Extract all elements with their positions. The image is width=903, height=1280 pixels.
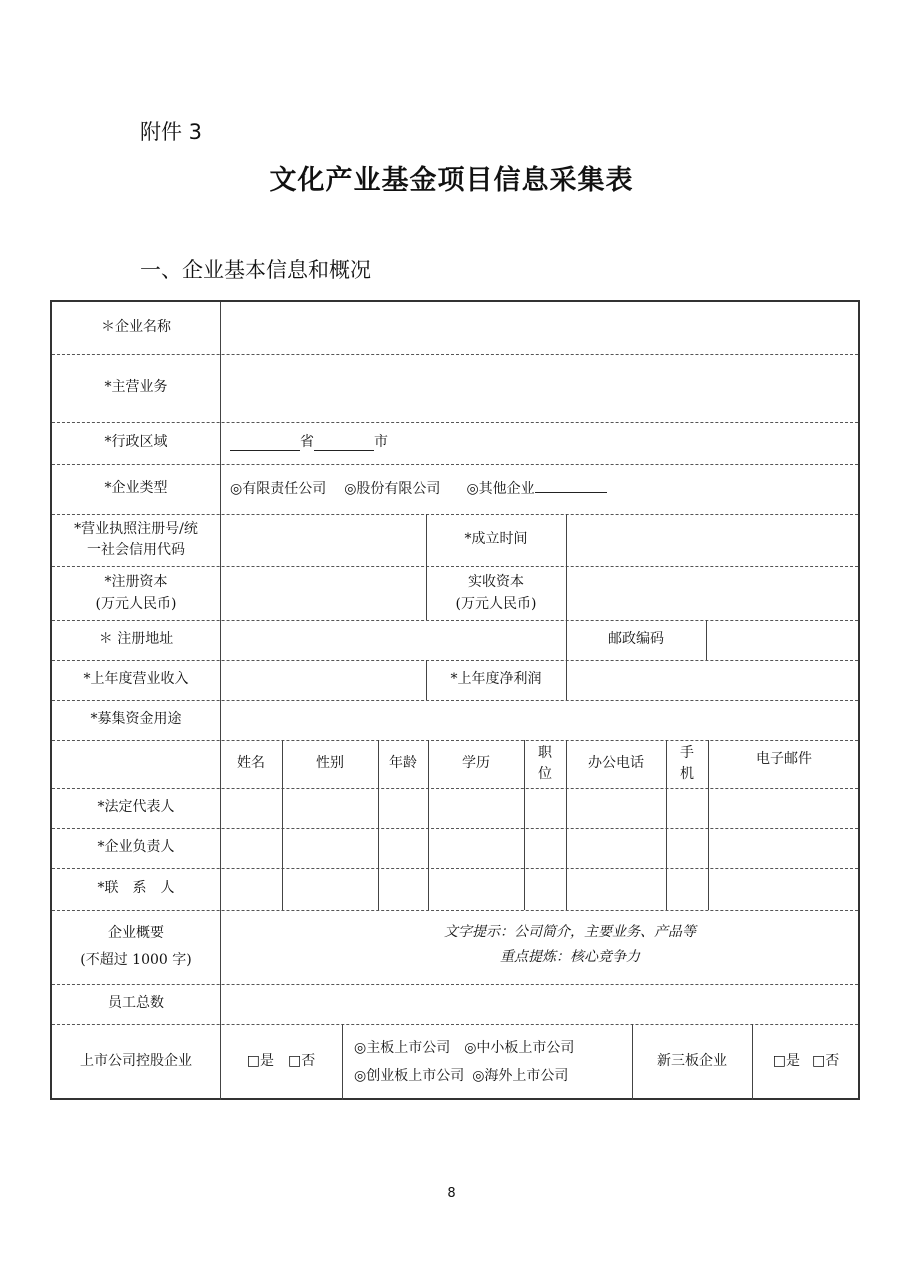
registered-capital-field[interactable] [220, 566, 426, 620]
overview-field[interactable] [220, 910, 860, 984]
region-field[interactable] [220, 422, 860, 464]
document-title: 文化产业基金项目信息采集表 [269, 165, 634, 196]
section-title: 一、企业基本信息和概况 [140, 258, 371, 282]
header-gender: 性别 [316, 755, 344, 772]
contact-person-label: *联 系 人 [97, 880, 175, 897]
overview-hint-2: 重点提炼：核心竞争力 [500, 948, 640, 965]
company-head-label: *企业负责人 [97, 839, 175, 856]
city-label: 市 [374, 434, 388, 451]
revenue-field[interactable] [220, 660, 426, 700]
city-blank[interactable] [314, 436, 374, 451]
paid-capital-line2: (万元人民币) [455, 596, 537, 612]
region-label: *行政区域 [104, 434, 168, 451]
type-option-llc[interactable]: ◎有限责任公司 [230, 481, 327, 497]
postal-code-label: 邮政编码 [608, 631, 664, 648]
type-option-joint-stock[interactable]: ◎股份有限公司 [344, 481, 441, 497]
header-mobile [666, 740, 708, 788]
province-label: 省 [300, 434, 314, 451]
page-number: 8 [447, 1186, 456, 1201]
postal-code-field[interactable] [706, 620, 860, 660]
header-email: 电子邮件 [756, 751, 812, 768]
neeq-yes-checkbox[interactable]: □是 [772, 1053, 800, 1070]
header-position-char2: 位 [538, 766, 552, 782]
net-profit-label: *上年度净利润 [450, 671, 542, 688]
fund-usage-label: *募集资金用途 [90, 711, 182, 728]
listed-holding-no-checkbox[interactable]: □否 [288, 1053, 316, 1070]
paid-capital-line1: 实收资本 [468, 573, 524, 590]
established-field[interactable] [566, 514, 860, 566]
company-name-label: ＊企业名称 [101, 319, 171, 336]
license-label [52, 514, 220, 566]
listed-board-options [342, 1024, 632, 1100]
board-option-main[interactable]: ◎主板上市公司 [354, 1040, 451, 1056]
license-label-line1: *营业执照注册号/统 [74, 521, 198, 537]
license-field[interactable] [220, 514, 426, 566]
listed-holding-label: 上市公司控股企业 [80, 1053, 192, 1070]
established-label: *成立时间 [464, 531, 528, 548]
main-business-label: *主营业务 [104, 379, 168, 396]
registered-capital-line1: *注册资本 [104, 573, 168, 590]
header-position [524, 740, 566, 788]
company-type-options [220, 464, 860, 514]
header-name: 姓名 [237, 755, 265, 772]
annex-label: 附件 3 [140, 120, 203, 144]
fund-usage-field[interactable] [220, 700, 860, 740]
paid-capital-field[interactable] [566, 566, 860, 620]
header-position-char1: 职 [538, 745, 552, 761]
paid-capital-label [426, 566, 566, 620]
registered-capital-line2: (万元人民币) [95, 596, 177, 612]
header-office-phone: 办公电话 [588, 755, 644, 772]
revenue-label: *上年度营业收入 [83, 671, 189, 688]
board-option-sme[interactable]: ◎中小板上市公司 [464, 1040, 575, 1056]
legal-rep-label: *法定代表人 [97, 799, 175, 816]
header-education: 学历 [462, 755, 490, 772]
header-mobile-char1: 手 [680, 745, 694, 761]
license-label-line2: 一社会信用代码 [87, 542, 185, 558]
board-option-chinext[interactable]: ◎创业板上市公司 [354, 1068, 465, 1084]
company-type-label: *企业类型 [104, 480, 168, 497]
province-blank[interactable] [230, 436, 300, 451]
net-profit-field[interactable] [566, 660, 860, 700]
address-field[interactable] [220, 620, 566, 660]
main-business-field[interactable] [220, 354, 860, 422]
employees-field[interactable] [220, 984, 860, 1024]
overview-label [52, 910, 220, 984]
registered-capital-label [52, 566, 220, 620]
neeq-no-checkbox[interactable]: □否 [812, 1053, 840, 1070]
overview-hint-1: 文字提示：公司简介，主要业务、产品等 [444, 924, 696, 940]
neeq-yesno [752, 1024, 860, 1100]
header-age: 年龄 [389, 755, 417, 772]
listed-holding-yes-checkbox[interactable]: □是 [246, 1053, 274, 1070]
address-label: ＊ 注册地址 [98, 631, 174, 648]
type-option-other[interactable]: ◎其他企业 [466, 481, 535, 497]
employees-label: 员工总数 [108, 995, 164, 1012]
overview-label-line2: (不超过 1000 字) [80, 952, 192, 968]
other-type-blank[interactable] [535, 478, 607, 493]
board-option-overseas[interactable]: ◎海外上市公司 [472, 1068, 569, 1084]
info-form [50, 300, 860, 1100]
listed-holding-yesno [220, 1024, 342, 1100]
company-name-field[interactable] [220, 302, 860, 354]
header-mobile-char2: 机 [680, 766, 694, 782]
neeq-label: 新三板企业 [657, 1053, 727, 1070]
overview-label-line1: 企业概要 [108, 925, 164, 942]
